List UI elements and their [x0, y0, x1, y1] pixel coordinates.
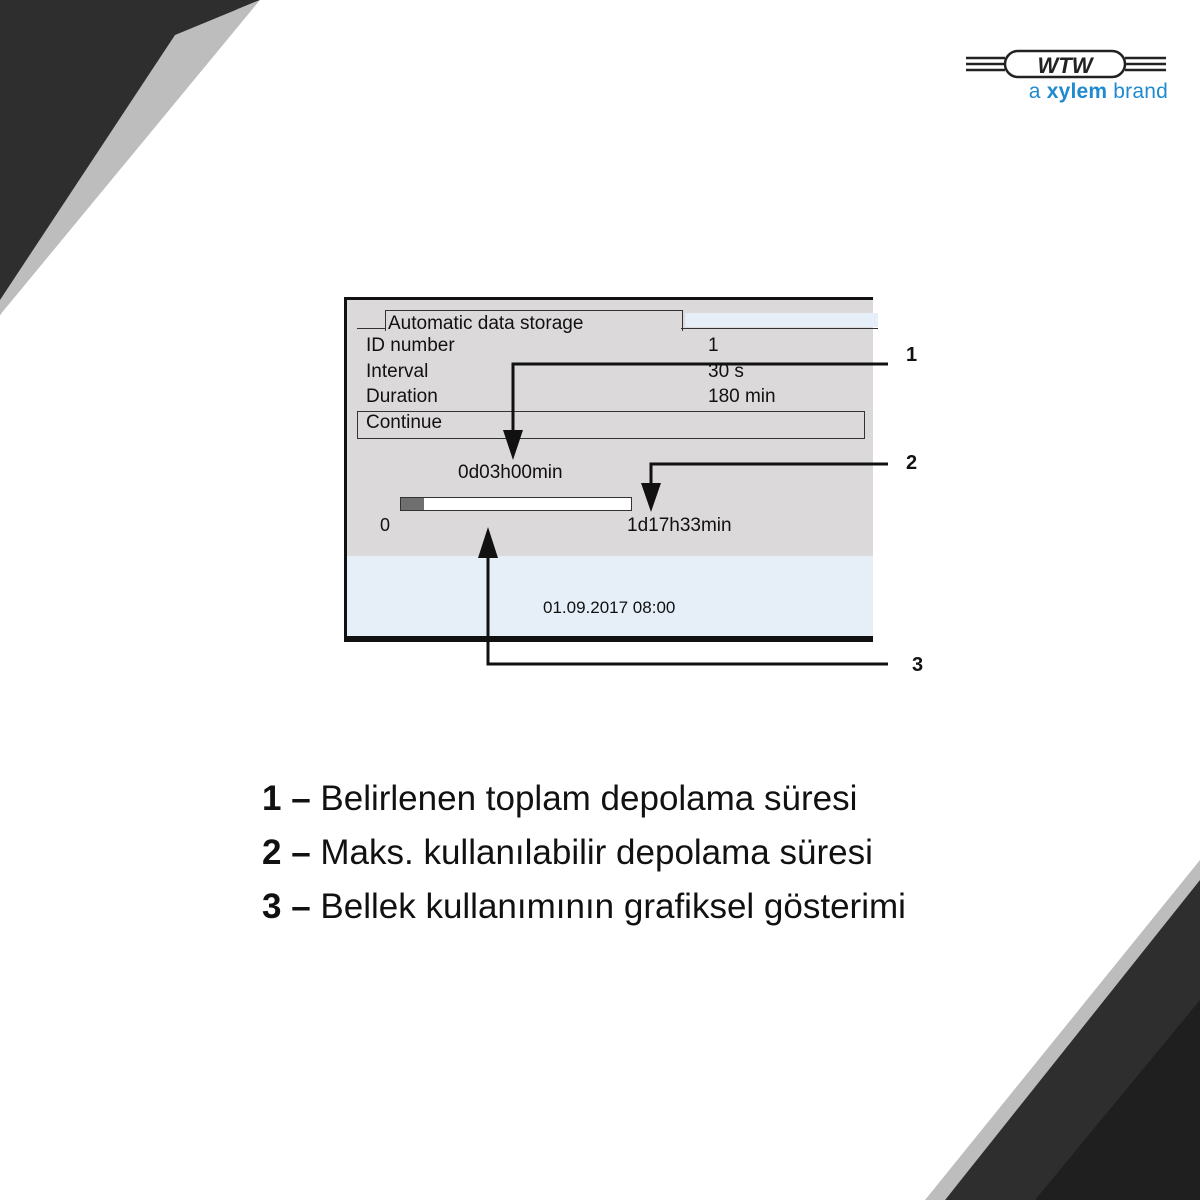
tagline-prefix: a: [1028, 80, 1041, 103]
logo-wordmark: WTW: [1037, 53, 1093, 78]
continue-menu-item[interactable]: [357, 411, 865, 439]
legend-number-1: 1 –: [262, 779, 311, 818]
callout-number-1: 1: [906, 344, 918, 366]
interval-value[interactable]: 30 s: [708, 361, 744, 382]
duration-label: Duration: [366, 386, 438, 407]
device-screen: [344, 297, 873, 642]
menu-title: Automatic data storage: [388, 313, 584, 334]
screen-bottom-border: [344, 636, 873, 639]
legend: [262, 778, 906, 940]
legend-text-2: Maks. kullanılabilir depolama süresi: [320, 833, 873, 872]
callout-number-3: 3: [912, 654, 924, 676]
id-number-label: ID number: [366, 335, 455, 356]
memory-usage-bar: [400, 497, 632, 511]
memory-usage-fill: [401, 498, 424, 510]
memory-max-duration: 1d17h33min: [627, 515, 732, 536]
tab-right-line: [681, 328, 878, 329]
menu-panel: [352, 310, 873, 556]
legend-number-3: 3 –: [262, 887, 311, 926]
status-datetime: 01.09.2017 08:00: [543, 598, 676, 617]
status-bar: [347, 556, 873, 639]
legend-text-3: Bellek kullanımının grafiksel gösterimi: [320, 887, 906, 926]
tagline-brand: xylem: [1046, 80, 1108, 103]
legend-item-3: [262, 886, 906, 940]
memory-min-label: 0: [380, 515, 391, 535]
legend-item-2: [262, 832, 906, 886]
id-number-value[interactable]: 1: [708, 335, 719, 356]
tab-header-fill: [685, 313, 878, 327]
duration-value[interactable]: 180 min: [708, 386, 776, 407]
total-storage-duration: 0d03h00min: [458, 462, 563, 483]
legend-number-2: 2 –: [262, 833, 311, 872]
legend-item-1: [262, 778, 906, 832]
brand-tagline: [1000, 80, 1168, 104]
tagline-suffix: brand: [1113, 80, 1168, 103]
continue-label: Continue: [366, 412, 443, 433]
callout-number-2: 2: [906, 452, 918, 474]
legend-text-1: Belirlenen toplam depolama süresi: [320, 779, 858, 818]
interval-label: Interval: [366, 361, 429, 382]
tab-left-line: [357, 328, 385, 329]
